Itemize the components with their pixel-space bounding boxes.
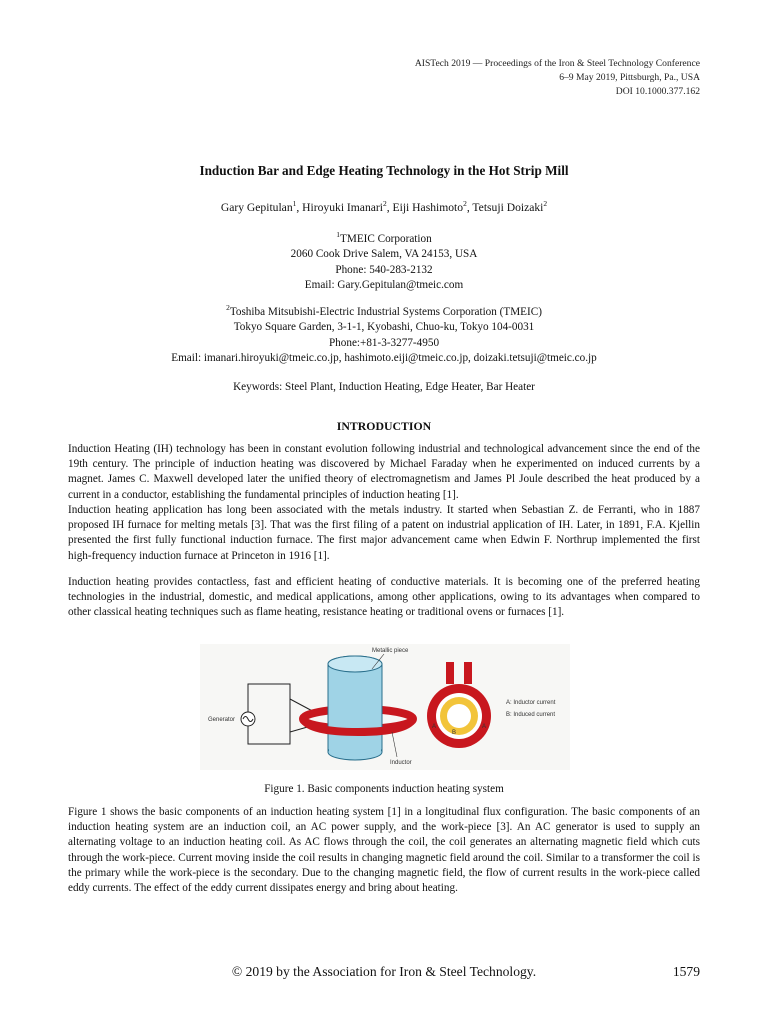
page-number: 1579 (672, 964, 700, 979)
paper-title: Induction Bar and Edge Heating Technology in the Hot Strip Mill (199, 163, 569, 178)
workpiece-top-face (328, 656, 382, 672)
keywords: Keywords: Steel Plant, Induction Heating, Edge Heater, Bar Heater (233, 381, 535, 393)
affil-mark: 1 (336, 230, 341, 239)
paragraph: Induction Heating (IH) technology has been in constant evolution following industrial and technological advancement since the end of the 19th century. The principle of induction heating was discovered by Michael Faraday when he experimented on induced currents by a magnet. James C. Maxwell developed later the unified theory of electromagnetism and James Pl Joule described the heat produced by a current in a conductor, establishing the fundamental principles of induction heating [1]. (68, 443, 700, 501)
author-list: Gary Gepitulan$^1$, Hiroyuki Imanari$^2$, Eiji Hashimoto$^2$, Tetsuji Doizaki$^2$ (220, 199, 548, 214)
author-affil-mark: 2 (382, 199, 387, 208)
paragraph: Figure 1 shows the basic components of an induction heating system [1] in a longitudinal flux configuration. The basic components of an induction heating system are an induction coil, an AC power supply, and the work-piece [3]. An AC generator is used to supply an alternating voltage to an induction heating coil. As AC flows through the coil, the coil generates an alternating magnetic field which cuts through the work-piece. Current moving inside the coil results in changing magnetic field around the coil. Similar to a transformer the coil is the primary while the work-piece is the secondary. Due to the changing magnetic field, the flow of current results in the work-piece called eddy currents. The effect of the eddy current dissipates energy and bring about heating. (68, 806, 700, 895)
affil-org: TMEIC Corporation (340, 233, 432, 245)
conference-dates: 6–9 May 2019, Pittsburgh, Pa., USA (559, 72, 700, 83)
author-name: Tetsuji Doizaki (472, 201, 544, 214)
affil-email: Email: Gary.Gepitulan@tmeic.com (304, 279, 464, 292)
induction-diagram (200, 644, 570, 770)
paragraph: Induction heating application has long been associated with the metals industry. It started when Sebastian Z. de Ferranti, who in 1887 proposed IH furnace for melting metals [3]. That was the first filing of a patent on industrial application of IH. Later, in 1891, F.A. Kjellin presented the first fully functional induction furnace. The first major advancement came when Edwin F. Northrup implemented the first high-frequency induction furnace at Princeton in 1916 [1]. (68, 504, 700, 562)
ring-core (447, 704, 471, 728)
doi: DOI 10.1000.377.162 (615, 86, 700, 97)
section-heading: INTRODUCTION (336, 419, 432, 433)
workpiece-fill (329, 664, 381, 752)
author-name: Eiji Hashimoto (392, 201, 464, 214)
affil-org: Toshiba Mitsubishi-Electric Industrial Systems Corporation (TMEIC) (229, 306, 542, 318)
conference-name: AISTech 2019 — Proceedings of the Iron & Steel Technology Conference (414, 58, 700, 69)
affil-phone: Phone:+81-3-3277-4950 (328, 336, 440, 349)
legend-inductor-current: A: Inductor current (506, 700, 556, 706)
figure-caption: Figure 1. Basic components induction heating system (264, 783, 504, 795)
affil-email: Email: imanari.hiroyuki@tmeic.co.jp, hashimoto.eiji@tmeic.co.jp, doizaki.tetsuji@tmeic.co.jp (171, 352, 597, 365)
label-a-left: A (432, 724, 437, 730)
affil-address: 2060 Cook Drive Salem, VA 24153, USA (290, 248, 478, 261)
affil-phone: Phone: 540-283-2132 (335, 263, 433, 276)
affiliation-1 (0, 232, 768, 294)
author-affil-mark: 2 (543, 199, 548, 208)
affil-address: Tokyo Square Garden, 3-1-1, Kyobashi, Chuo-ku, Tokyo 104-0031 (233, 321, 535, 334)
label-a-right: A (482, 724, 487, 730)
author-affil-mark: 2 (463, 199, 467, 208)
legend-induced-current: B: Induced current (506, 712, 556, 718)
author-name: Gary Gepitulan (220, 201, 293, 214)
paragraph: Induction heating provides contactless, fast and efficient heating of conductive materials. It is becoming one of the preferred heating technologies in the industrial, domestic, and medical applications, among other applications, owing to its advantages when compared to other classical heating techniques such as flame heating, resistance heating or traditional ovens or furnaces [1]. (68, 576, 700, 619)
affiliation-2 (0, 305, 768, 367)
label-generator: Generator (208, 717, 236, 723)
affil-mark: 2 (226, 303, 230, 312)
author-name: Hiroyuki Imanari (302, 201, 383, 214)
figure-induction-system (200, 644, 570, 770)
footer-copyright: © 2019 by the Association for Iron & Steel Technology. (231, 964, 537, 979)
running-header (280, 57, 700, 99)
label-b: B (452, 730, 457, 736)
author-affil-mark: 1 (292, 199, 297, 208)
label-metallic-piece: Metallic piece (372, 648, 409, 654)
label-inductor: Inductor (390, 760, 412, 766)
